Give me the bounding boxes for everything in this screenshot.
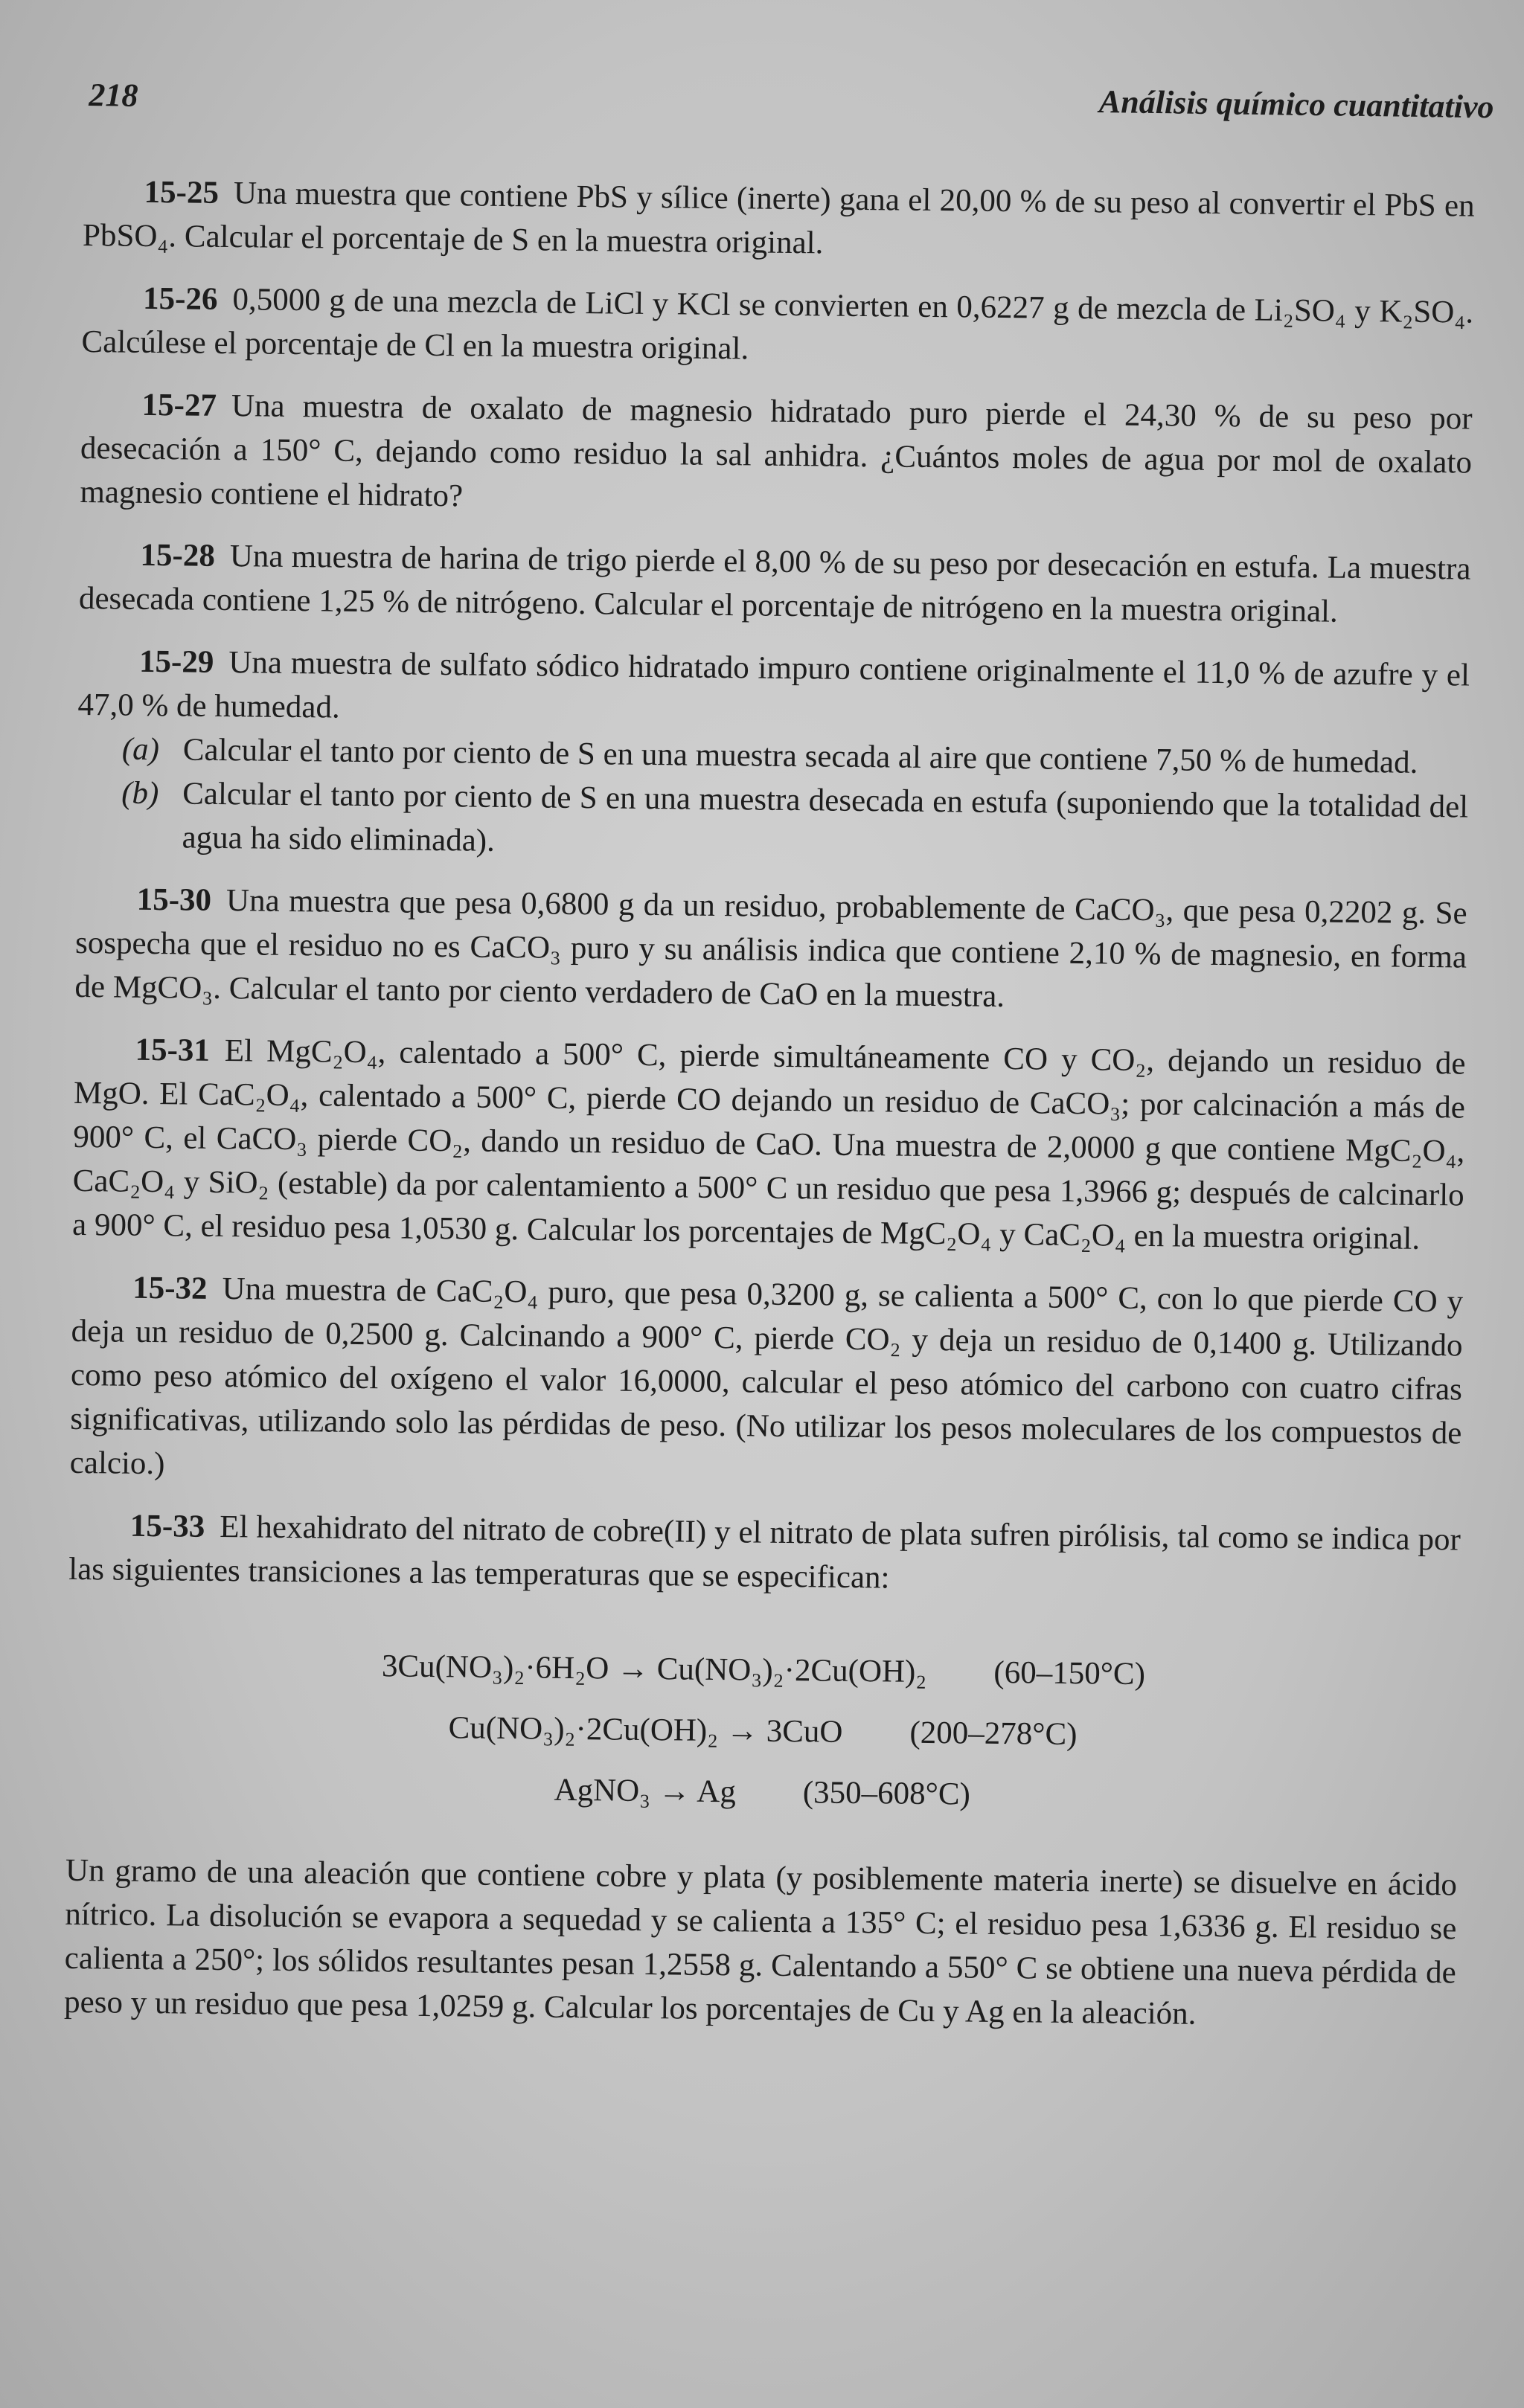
problem-part-b [76,771,1468,873]
problem-15-32 [69,1265,1463,1500]
problem-15-31 [72,1027,1466,1262]
page-number: 218 [89,76,138,114]
problem-list [64,170,1475,2038]
problem-15-30 [74,877,1467,1024]
problem-number: 15-30 [136,882,212,918]
problem-continuation: Un gramo de una aleación que contiene cobre y plata (y posiblemente materia inerte) se disuelve en ácido nítrico. La disolución se evapora a sequedad y se calienta a 135° C; el residuo pesa 1,6336 g. El residuo se calienta a 250°; los sólidos resultantes pesan 1,2558 g. Calentando a 550° C se obtiene una nueva pérdida de peso y un residuo que pesa 1,0259 g. Calcular los porcentajes de Cu y Ag en la aleación. [63,1852,1458,2032]
problem-number: 15-29 [138,643,214,680]
pyrolysis-equations [66,1633,1459,1831]
problem-number: 15-33 [129,1508,205,1544]
problem-text: Una muestra que contiene PbS y sílice (inerte) gana el 20,00 % de su peso al convertir el PbS en PbSO₄. Calcular el porcentaje de S en la muestra original. [82,176,1475,261]
part-text: Calcular el tanto por ciento de S en una muestra desecada en estufa (suponiendo que la totalidad del agua ha sido eliminada). [182,776,1469,858]
part-text: Calcular el tanto por ciento de S en una muestra secada al aire que contiene 7,50 % de humedad. [182,732,1418,780]
part-label: (a) [121,731,160,768]
equation-reaction: Cu(NO₃)₂·2Cu(OH)₂ → 3CuO [448,1710,843,1750]
problem-text: Una muestra de harina de trigo pierde el 8,00 % de su peso por desecación en estufa. La muestra desecada contiene 1,25 % de nitrógeno. Calcular el porcentaje de nitrógeno en la muestra original. [78,539,1471,629]
problem-number: 15-25 [144,174,220,211]
equation-temperature-range: (60–150°C) [993,1654,1146,1692]
equation-reaction: 3Cu(NO₃)₂·6H₂O → Cu(NO₃)₂·2Cu(OH)₂ [381,1648,927,1689]
problem-number: 15-31 [135,1032,211,1068]
problem-text: Una muestra de CaC₂O₄ puro, que pesa 0,3200 g, se calienta a 500° C, con lo que pierde CO y deja un residuo de 0,2500 g. Calcinando a 900° C, pierde CO₂ y deja un residuo de 0,1400 g. Utilizando como peso atómico del oxígeno el valor 16,0000, calcular el peso atómico del carbono con cuatro cifras significativas, utilizando solo las pérdidas de peso. (No utilizar los pesos moleculares de los compuestos de calcio.) [69,1271,1464,1482]
problem-text: Una muestra de sulfato sódico hidratado impuro contiene originalmente el 11,0 % de azufre y el 47,0 % de humedad. [77,645,1470,725]
problem-number: 15-26 [142,280,218,317]
problem-number: 15-32 [132,1270,208,1306]
problem-15-28 [79,533,1471,635]
problem-number: 15-28 [140,537,216,574]
part-label: (b) [121,775,159,812]
problem-15-25 [83,170,1475,272]
problem-text: 0,5000 g de una mezcla de LiCl y KCl se convierten en 0,6227 g de mezcla de Li₂SO₄ y K₂SO₄. Calcúlese el porcentaje de Cl en la muestra original. [81,282,1474,367]
equation-temperature-range: (350–608°C) [802,1775,971,1812]
problem-15-27 [80,382,1473,529]
problem-15-26 [81,276,1473,379]
problem-15-29 [76,639,1470,873]
problem-text: El hexahidrato del nitrato de cobre(II) y el nitrato de plata sufren pirólisis, tal como se indica por las siguientes transiciones a las temperaturas que se especifican: [68,1509,1461,1596]
page-header [89,68,1494,140]
problem-number: 15-27 [141,387,217,423]
equation-reaction: AgNO₃ → Ag [554,1772,737,1810]
equation-temperature-range: (200–278°C) [909,1715,1078,1753]
problem-text: Una muestra de oxalato de magnesio hidratado puro pierde el 24,30 % de su peso por desecación a 150° C, dejando como residuo la sal anhidra. ¿Cuántos moles de agua por mol de oxalato magnesio contiene el hidrato? [80,388,1473,514]
running-title: Análisis químico cuantitativo [1098,83,1494,126]
problem-text: El MgC₂O₄, calentado a 500° C, pierde simultáneamente CO y CO₂, dejando un residuo de MgO. El CaC₂O₄, calentado a 500° C, pierde CO dejando un residuo de CaCO₃; por calcinación a más de 900° C, el CaCO₃ pierde CO₂, dando un residuo de CaO. Una muestra de 2,0000 g que contiene MgC₂O₄, CaC₂O₄ y SiO₂ (estable) da por calentamiento a 500° C un residuo que pesa 1,3966 g; después de calcinarlo a 900° C, el residuo pesa 1,0530 g. Calcular los porcentajes de MgC₂O₄ y CaC₂O₄ en la muestra original. [71,1033,1466,1256]
problem-15-33 [64,1503,1461,2039]
problem-text: Una muestra que pesa 0,6800 g da un residuo, probablemente de CaCO₃, que pesa 0,2202 g. Se sospecha que el residuo no es CaCO₃ puro y su análisis indica que contiene 2,10 % de magnesio, en forma de MgCO₃. Calcular el tanto por ciento verdadero de CaO en la muestra. [74,883,1467,1015]
